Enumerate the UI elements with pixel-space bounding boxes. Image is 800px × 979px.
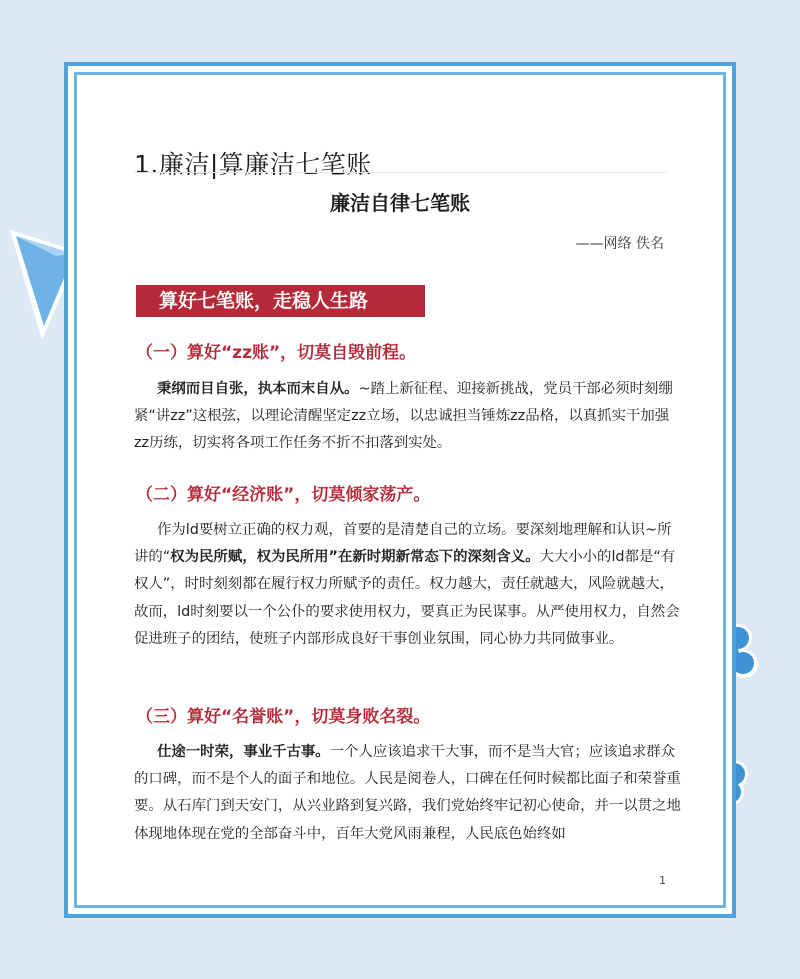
paragraph-emphasis: 权为民所赋，权为民所用”在新时期新常态下的深刻含义。 <box>170 549 540 566</box>
paragraph-body: 大大小小的ld都是“有权人”，时时刻刻都在履行权力所赋予的责任。权力越大，责任就越大，风险就越大，故而，ld时刻要以一个公仆的要求使用权力，要真正为民谋事。从严使用权力，自然会促进班子的团结，使班子内部形成良好干事创业氛围，同心协力共同做事业。 <box>134 549 680 647</box>
document-frame <box>64 62 736 918</box>
section-heading-1: （一）算好“zz账”，切莫自毁前程。 <box>136 343 417 363</box>
paragraph-body: 一个人应该追求干大事，而不是当大官；应该追求群众的口碑，而不是个人的面子和地位。人民是阅卷人，口碑在任何时候都比面子和荣誉重要。从石库门到天安门，从兴业路到复兴路，我们党始终牢记初心使命，并一以贯之地体现地体现在党的全部奋斗中，百年大党风雨兼程，人民底色始终如 <box>134 744 681 842</box>
document-subtitle: 廉洁自律七笔账 <box>330 191 470 215</box>
page-number: 1 <box>659 874 666 887</box>
section-paragraph-2 <box>134 517 682 653</box>
document-page <box>74 72 726 908</box>
section-heading-2: （二）算好“经济账”，切莫倾家荡产。 <box>136 485 431 505</box>
paragraph-lead: 仕途一时荣，事业千古事。 <box>157 744 330 760</box>
paragraph-body: 作为ld要树立正确的权力观，首要的是清楚自己的立场。要深刻地理解和认识~所讲的“ <box>134 522 672 566</box>
paragraph-lead: 秉纲而目自张，执本而末自从。 <box>157 381 359 397</box>
section-banner: 算好七笔账，走稳人生路 <box>136 285 425 317</box>
document-title: 1.廉洁|算廉洁七笔账 <box>134 150 372 179</box>
author-byline: ——网络 佚名 <box>575 236 664 252</box>
section-paragraph-1 <box>134 376 682 458</box>
title-divider <box>134 172 667 173</box>
section-heading-3: （三）算好“名誉账”，切莫身败名裂。 <box>136 707 431 727</box>
paragraph-body: ~踏上新征程、迎接新挑战，党员干部必须时刻绷紧“讲zz”这根弦，以理论清醒坚定zz立场，以忠诚担当锤炼zz品格，以真抓实干加强zz历练，切实将各项工作任务不折不扣落到实处。 <box>134 381 673 452</box>
section-paragraph-3 <box>134 739 682 848</box>
